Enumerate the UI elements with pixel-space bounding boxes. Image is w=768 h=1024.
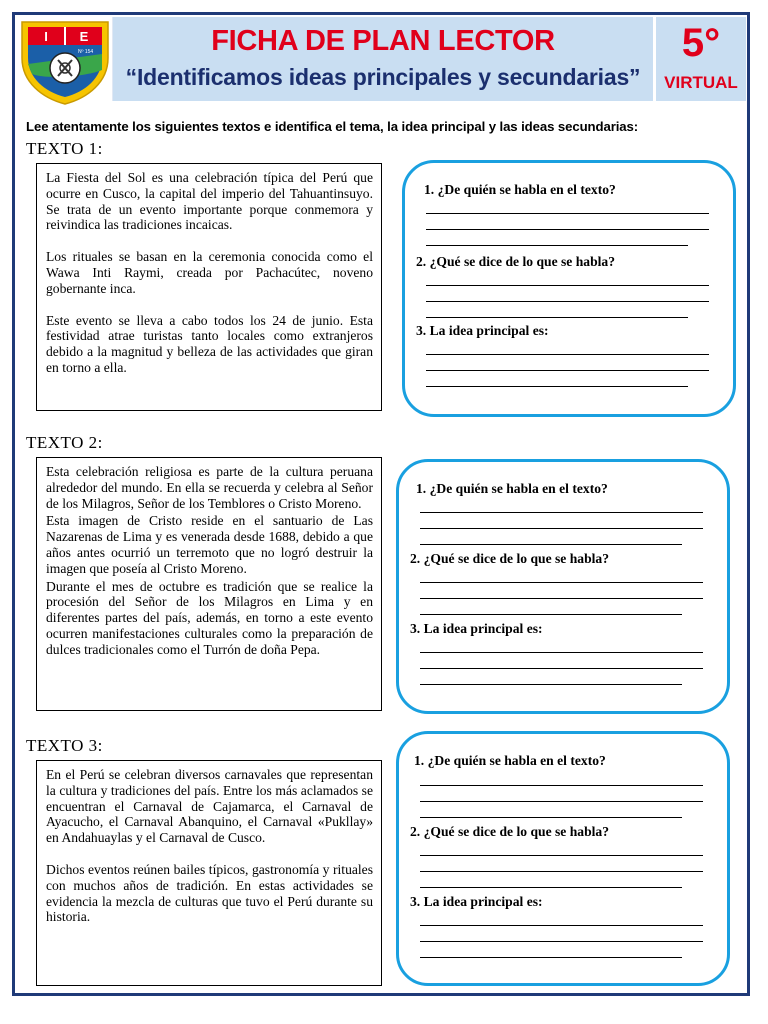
answer-line[interactable] (420, 528, 703, 529)
answer-line[interactable] (420, 887, 682, 888)
text-3-paragraph: En el Perú se celebran diversos carnavales que representan la cultura y tradiciones del país. Entre los más aclamados se encuentran el Carnaval de Cajamarca, el Carnaval de Ayacucho, el Carnaval Abanquino, el Carnaval «Pukllay» en Andahuaylas y el Carnaval de Cusco. (46, 767, 373, 846)
answer-line[interactable] (420, 652, 703, 653)
crest-letter-right: E (79, 29, 89, 44)
text-2-question-2: 2. ¿Qué se dice de lo que se habla? (410, 551, 610, 566)
text-2-box (36, 457, 382, 711)
answer-line[interactable] (426, 285, 709, 286)
text-3-box (36, 760, 382, 986)
text-1-question-1: 1. ¿De quién se habla en el texto? (424, 182, 616, 197)
text-3-questions-bubble (396, 731, 730, 986)
crest-letter-left: I (44, 29, 48, 44)
text-3-label: TEXTO 3: (26, 736, 103, 755)
answer-line[interactable] (420, 598, 703, 599)
text-2-label: TEXTO 2: (26, 433, 103, 452)
text-1-paragraph: La Fiesta del Sol es una celebración típica del Perú que ocurre en Cusco, la capital del imperio del Tahuantinsuyo. Se trata de un evento importante porque conmemora y reivindica las tradiciones incaicas. (46, 170, 373, 233)
instructions: Lee atentamente los siguientes textos e identifica el tema, la idea principal y las ideas secundarias: (26, 119, 639, 134)
answer-line[interactable] (420, 817, 682, 818)
answer-line[interactable] (420, 871, 703, 872)
text-2-question-1: 1. ¿De quién se habla en el texto? (416, 481, 608, 496)
answer-line[interactable] (420, 512, 703, 513)
grade-mode: VIRTUAL (664, 73, 738, 92)
text-1-question-3: 3. La idea principal es: (416, 323, 549, 338)
answer-line[interactable] (420, 668, 703, 669)
page-title: FICHA DE PLAN LECTOR (211, 25, 555, 57)
answer-line[interactable] (420, 684, 682, 685)
text-2-paragraph: Esta celebración religiosa es parte de la cultura peruana alrededor del mundo. En ella se recuerda y celebra al Señor de los Milagros, Señor de los Temblores o Cristo Moreno. (46, 464, 373, 511)
text-3-question-3: 3. La idea principal es: (410, 894, 543, 909)
answer-line[interactable] (420, 614, 682, 615)
answer-line[interactable] (420, 925, 703, 926)
text-2-questions-bubble (396, 459, 730, 714)
crest-caption: Nº 154 (78, 49, 94, 55)
text-1-paragraph: Los rituales se basan en la ceremonia conocida como el Wawa Inti Raymi, creada por Pachacútec, noveno gobernante inca. (46, 249, 373, 296)
answer-line[interactable] (426, 317, 688, 318)
answer-line[interactable] (420, 855, 703, 856)
text-1-label: TEXTO 1: (26, 139, 103, 158)
answer-line[interactable] (426, 301, 709, 302)
text-1-box (36, 163, 382, 411)
answer-line[interactable] (426, 245, 688, 246)
page-subtitle: “Identificamos ideas principales y secundarias” (125, 64, 641, 90)
text-1-paragraph: Este evento se lleva a cabo todos los 24 de junio. Esta festividad atrae turistas tanto locales como extranjeros debido a la magnitud y belleza de las actividades que giran en torno a ella. (46, 312, 373, 375)
school-crest-icon (18, 18, 112, 106)
text-3-paragraph: Dichos eventos reúnen bailes típicos, gastronomía y rituales con muchos años de tradición. En estas actividades se evidencia la mezcla de culturas que tuvo el Perú durante su historia. (46, 861, 373, 925)
answer-line[interactable] (426, 370, 709, 371)
grade-banner (656, 17, 746, 101)
answer-line[interactable] (426, 386, 688, 387)
text-3-question-2: 2. ¿Qué se dice de lo que se habla? (410, 824, 610, 839)
answer-line[interactable] (420, 957, 682, 958)
text-1-question-2: 2. ¿Qué se dice de lo que se habla? (416, 254, 616, 269)
answer-line[interactable] (420, 785, 703, 786)
title-banner (112, 17, 653, 101)
answer-line[interactable] (426, 229, 709, 230)
answer-line[interactable] (420, 544, 682, 545)
answer-line[interactable] (420, 582, 703, 583)
answer-line[interactable] (426, 213, 709, 214)
grade-number: 5° (681, 21, 721, 65)
text-2-paragraph: Durante el mes de octubre es tradición que se realice la procesión del Señor de los Milagros en Lima y en diferentes partes del país, además, en torno a este evento ocurren manifestaciones culturales como la preparación de dulces tradicionales como el Turrón de doña Pepa. (46, 578, 373, 657)
text-1-questions-bubble (402, 160, 736, 417)
text-2-paragraph: Esta imagen de Cristo reside en el santuario de Las Nazarenas de Lima y es venerada desde 1688, debido a que años antes ocurrió un terremoto que no logró destruir la imagen que poseía al Cristo Moreno. (46, 513, 373, 576)
answer-line[interactable] (420, 941, 703, 942)
text-2-question-3: 3. La idea principal es: (410, 621, 543, 636)
text-3-question-1: 1. ¿De quién se habla en el texto? (414, 753, 606, 768)
answer-line[interactable] (426, 354, 709, 355)
answer-line[interactable] (420, 801, 703, 802)
